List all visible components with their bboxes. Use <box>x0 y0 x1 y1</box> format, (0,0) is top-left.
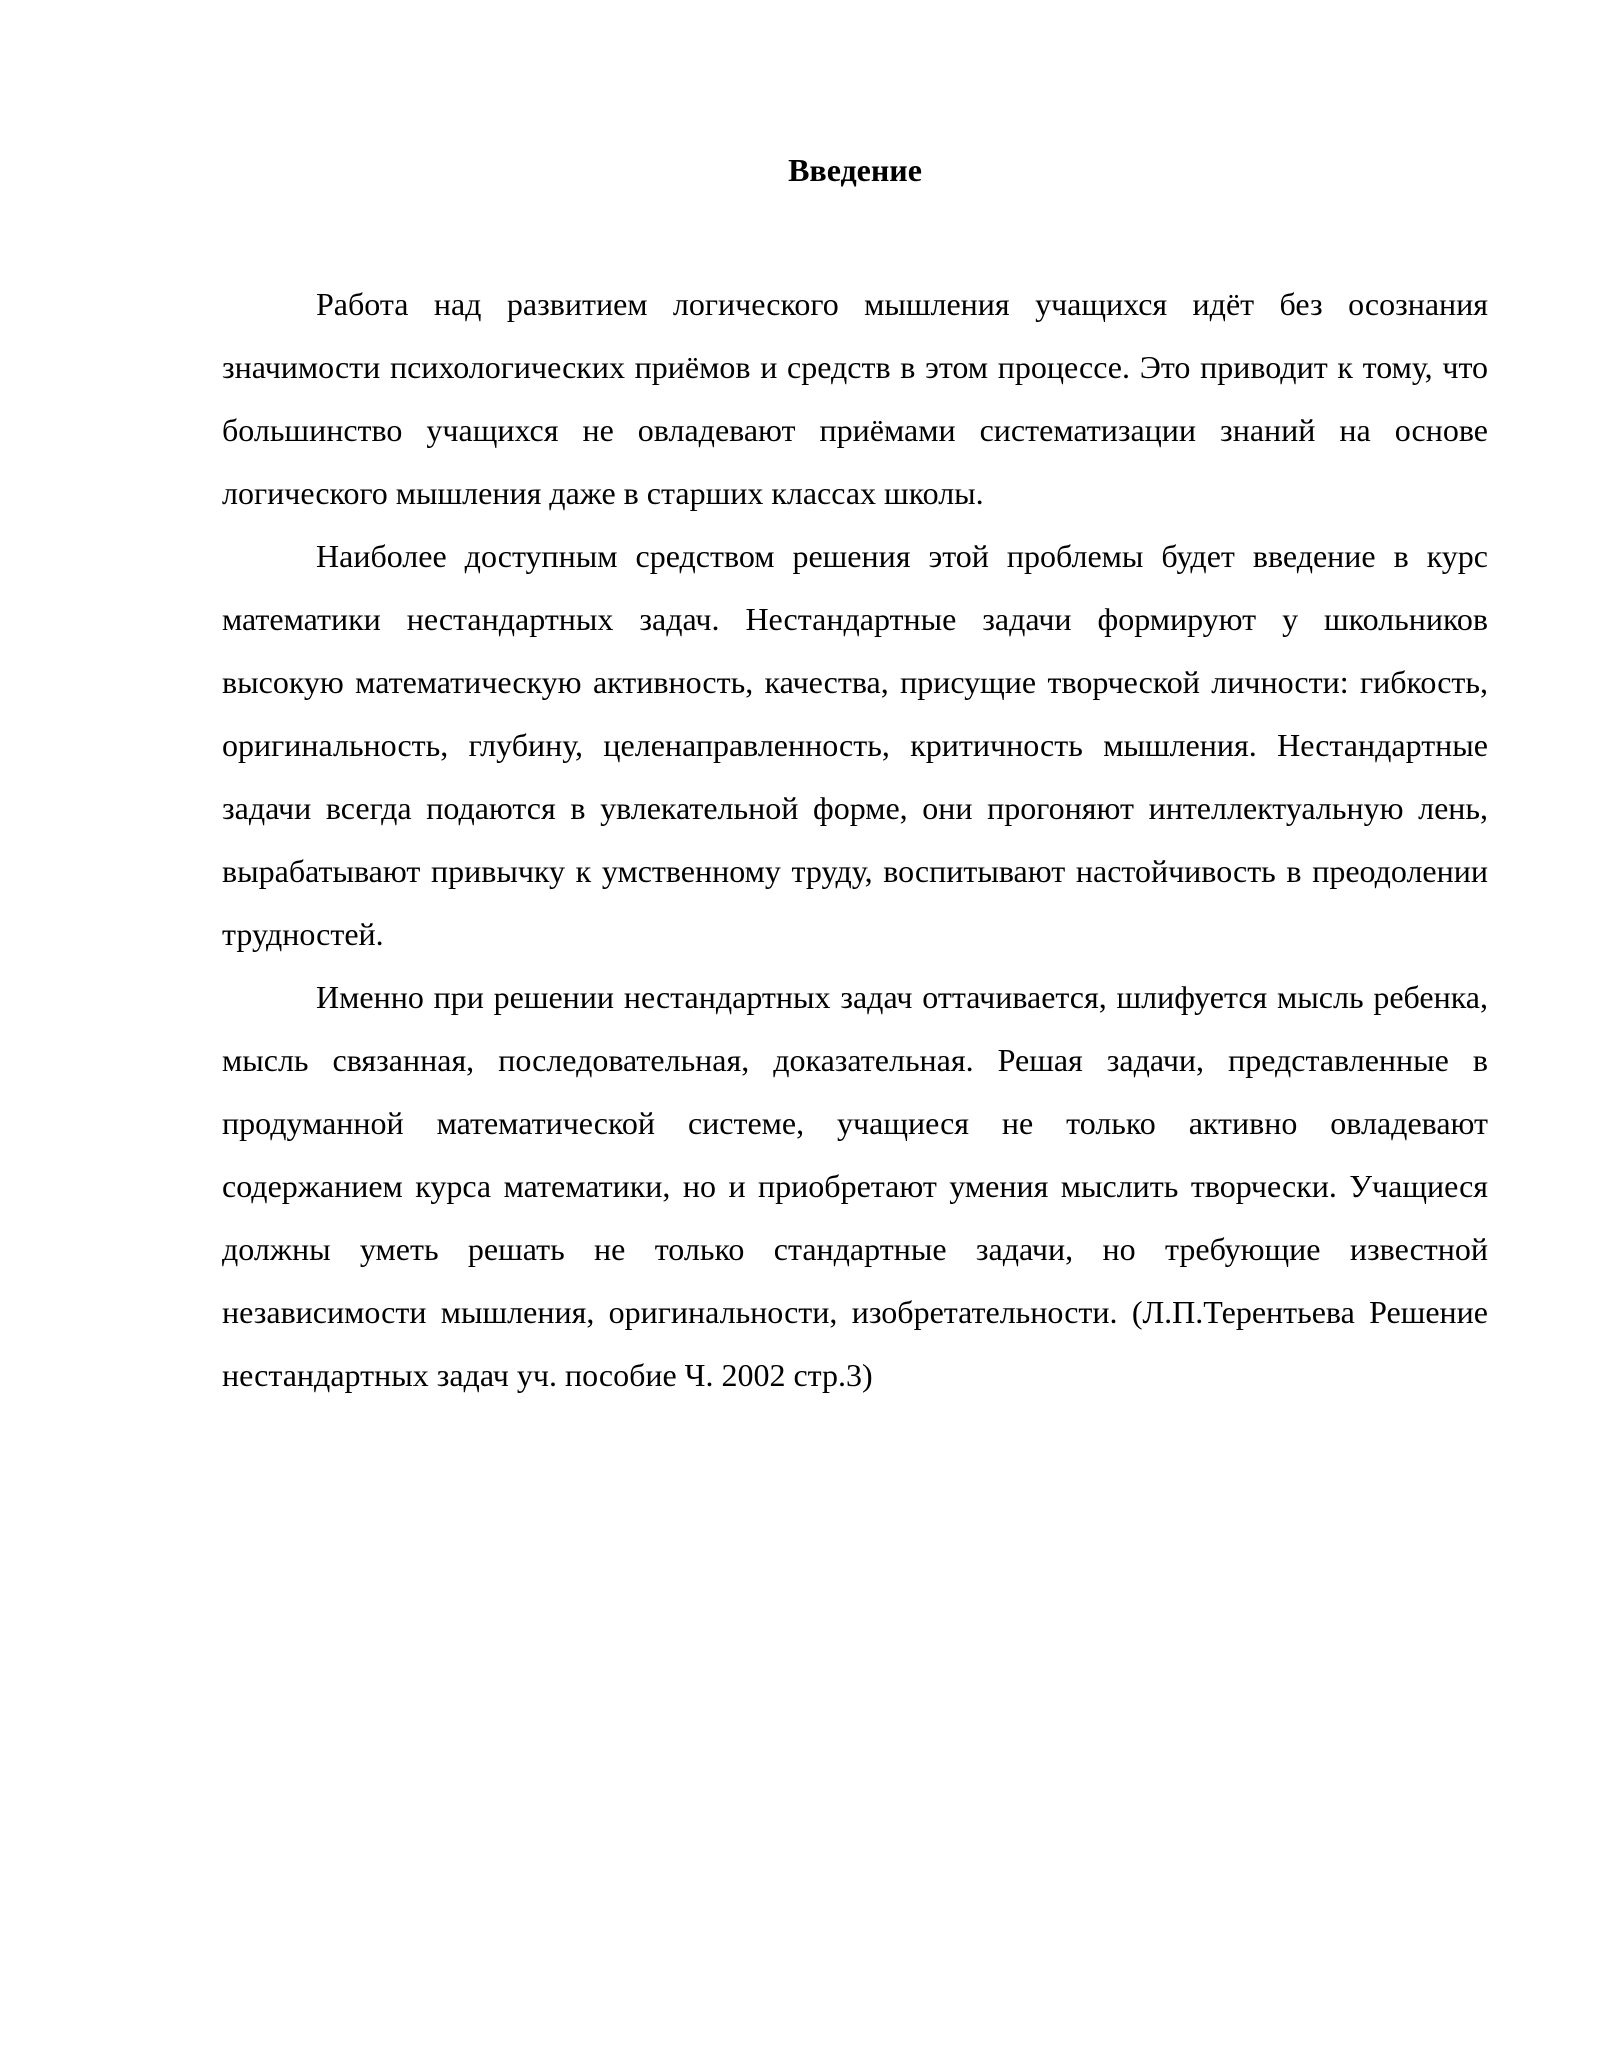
page-title: Введение <box>788 152 922 188</box>
paragraph-2: Наиболее доступным средством решения этой проблемы будет введение в курс математики нестандартных задач. Нестандартные задачи формируют у школьников высокую математическую активность, качества, присущие творческой личности: гибкость, оригинальность, глубину, целенаправленность, критичность мышления. Нестандартные задачи всегда подаются в увлекательной форме, они прогоняют интеллектуальную лень, вырабатывают привычку к умственному труду, воспитывают настойчивость в преодолении трудностей. <box>222 538 1488 952</box>
paragraph-1: Работа над развитием логического мышления учащихся идёт без осознания значимости психологических приёмов и средств в этом процессе. Это приводит к тому, что большинство учащихся не овладевают приёмами систематизации знаний на основе логического мышления даже в старших классах школы. <box>222 286 1488 511</box>
paragraph-3: Именно при решении нестандартных задач оттачивается, шлифуется мысль ребенка, мысль связанная, последовательная, доказательная. Решая задачи, представленные в продуманной математической системе, учащиеся не только активно овладевают содержанием курса математики, но и приобретают умения мыслить творчески. Учащиеся должны уметь решать не только стандартные задачи, но требующие известной независимости мышления, оригинальности, изобретательности. (Л.П.Терентьева Решение нестандартных задач уч. пособие Ч. 2002 стр.3) <box>222 979 1488 1393</box>
document-body <box>222 273 1488 1407</box>
